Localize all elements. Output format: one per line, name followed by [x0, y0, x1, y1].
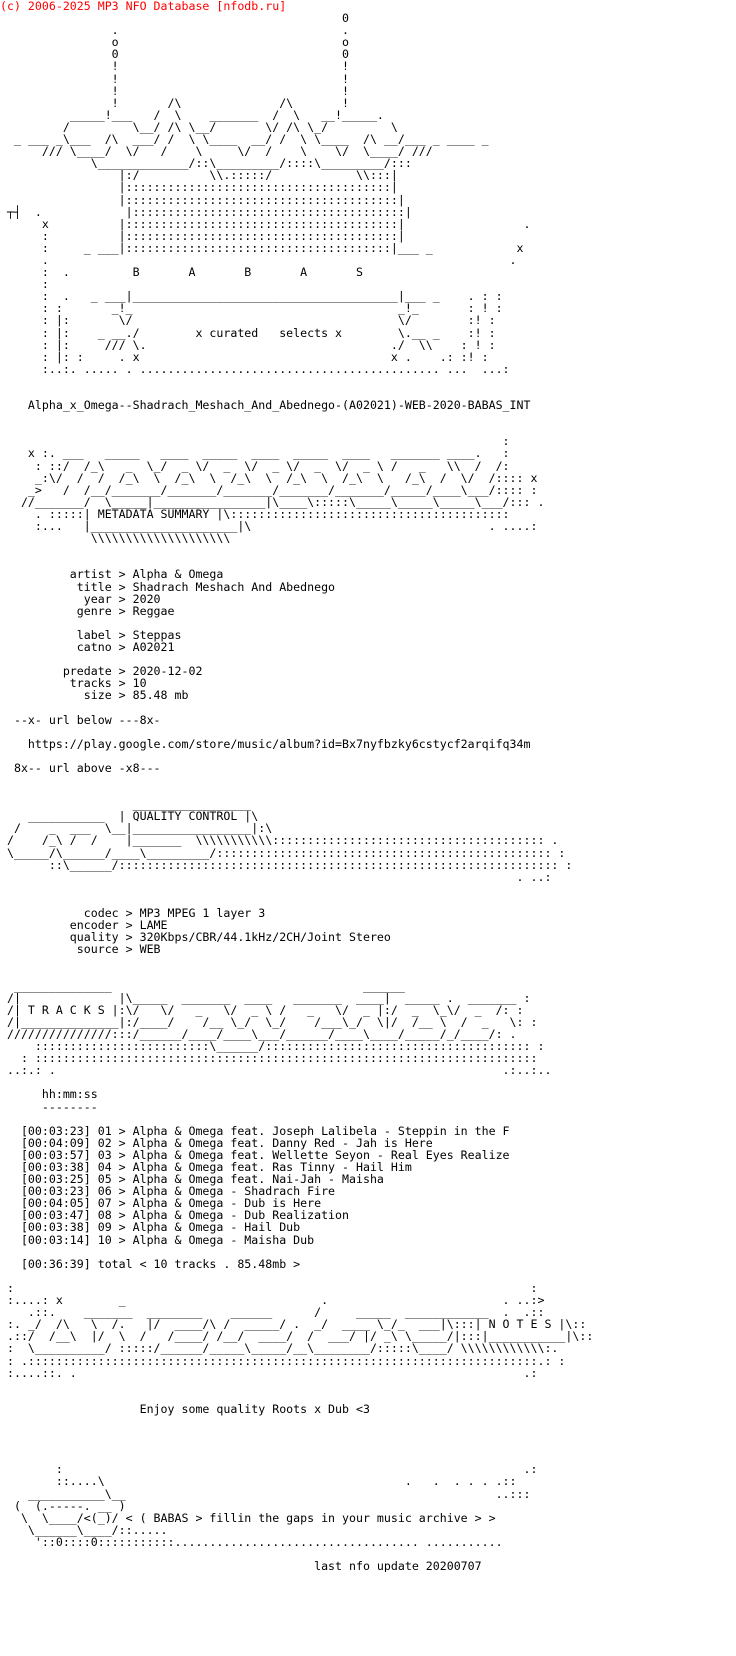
- nfo-line: /// \____/ \/ / \ \/ / \ \/ \____/ ///: [0, 144, 433, 159]
- nfo-line: _ ___ _\___ /\ ___/ / \ \____ __/ / \ \____ /\ __/___ _ ____ _: [0, 132, 489, 147]
- nfo-line: hh:mm:ss: [0, 1087, 98, 1102]
- nfo-line: [0, 1076, 736, 1088]
- nfo-line: :... |_____________________|\ . ....:: [0, 519, 538, 534]
- nfo-line: [0, 411, 736, 423]
- nfo-line: _> / /__/_______/_______/_______/_______/_______/_____/____\___/:::: :: [0, 482, 538, 497]
- nfo-line: title > Shadrach Meshach And Abednego: [0, 579, 336, 594]
- nfo-line: 0 0: [0, 47, 350, 62]
- nfo-line: artist > Alpha & Omega: [0, 567, 224, 582]
- nfo-line: :....::. . .:: [0, 1365, 538, 1380]
- nfo-line: [0, 544, 736, 556]
- nfo-line: ! /\ /\ !: [0, 95, 350, 110]
- nfo-line: 0: [0, 11, 350, 26]
- nfo-line: https://play.google.com/store/music/album?id=Bx7nyfbzky6cstycf2arqifq34m: [0, 736, 531, 751]
- nfo-line: [00:03:23] 06 > Alpha & Omega - Shadrach Fire: [0, 1184, 336, 1199]
- nfo-line: :..:. ..... . ........................................... ... ...:: [0, 361, 510, 376]
- nfo-line: _:\/ / / /_\ \ /_\ \ /_\ \ /_\ \ /_\ \ /_\ / \/ /:::: x: [0, 470, 538, 485]
- nfo-line: [00:36:39] total < 10 tracks . 85.48mb >: [0, 1256, 301, 1271]
- nfo-line: o o: [0, 35, 350, 50]
- copyright-header: (c) 2006-2025 MP3 NFO Database [nfodb.ru]: [0, 0, 287, 13]
- nfo-line: :: [0, 434, 510, 449]
- nfo-line: .::/ /__\ |/ \ / /____/ /__/ ____/ / ___/ |/ _\ \_____/|:::|___________|\::: [0, 1329, 594, 1344]
- nfo-line: \ \____/<(_)/ < ( BABAS > fillin the gaps in your music archive > >: [0, 1510, 496, 1525]
- nfo-line: ! !: [0, 59, 350, 74]
- nfo-line: source > WEB: [0, 942, 161, 957]
- nfo-line: : |: : . x x . .: :! :: [0, 349, 489, 364]
- nfo-line: ( (.-----. __ ): [0, 1498, 126, 1513]
- nfo-line: : .:::::::::::::::::::::::::::::::::::::::::::::::::::::::::::::::::::::::::.: :: [0, 1353, 566, 1368]
- nfo-line: / /_\ / / |_______ \\\\\\\\\\\::::::::::::::::::::::::::::::::::::::: .: [0, 833, 559, 848]
- nfo-line: tracks > 10: [0, 676, 147, 691]
- nfo-line: . :::::| METADATA SUMMARY |\::::::::::::::::::::::::::::::::::::::::: [0, 506, 510, 521]
- nfo-line: /| T R A C K S |:\/ \/ _ \/ _ \ / _ \/ _ |:/ _ \_\/ _ /: :: [0, 1002, 524, 1017]
- nfo-line: :. _/ /\ \ /. |/ ____/\ / _____/ . _/ ____ \_/_ ___|\:::| N O T E S |\::: [0, 1317, 587, 1332]
- nfo-line: codec > MP3 MPEG 1 layer 3: [0, 906, 266, 921]
- nfo-line: last nfo update 20200707: [0, 1559, 482, 1573]
- nfo-line: /| |\_____ _______ ____ _______ ____| _____ . _______ :: [0, 990, 531, 1005]
- nfo-line: [0, 955, 736, 967]
- nfo-line: |:::::::::::::::::::::::::::::::::::::::|: [0, 192, 405, 207]
- nfo-line: . ..:: [0, 869, 552, 884]
- nfo-line: x :. ___ _____ ____ _____ ____ _____ ____ _______ ____. :: [0, 446, 510, 461]
- nfo-line: : : _!_ _!_ : ! :: [0, 301, 503, 316]
- nfo-line: \\\\\\\\\\\\\\\\\\\\: [0, 531, 231, 546]
- nfo-line: [0, 375, 736, 387]
- nfo-line: ..:.: . .:..:..: [0, 1063, 552, 1078]
- nfo-line: [0, 968, 736, 980]
- nfo-line: ┬┤ . |:::::::::::::::::::::::::::::::::::::::|: [0, 204, 412, 219]
- nfo-line: ___________\__ ..:::: [0, 1486, 531, 1501]
- nfo-line: ___________ | QUALITY CONTROL |\: [0, 809, 259, 824]
- nfo-line: [0, 1427, 736, 1439]
- nfo-line: ::\______/::::::::::::::::::::::::::::::::::::::::::::::::::::::::::::::: :: [0, 857, 573, 872]
- nfo-line: \_____/\______/____\_________/:::::::::::::::::::::::::::::::::::::::::::::::: :: [0, 845, 566, 860]
- nfo-line: ///////////////:::/______/____/____\___/______/____\____/_____/_/____/: .: [0, 1026, 517, 1041]
- nfo-line: ______________ ______: [0, 978, 405, 993]
- nfo-line: _____!___ / \ _______ / \ __!_____.: [0, 107, 384, 122]
- nfo-line: ! !: [0, 83, 350, 98]
- nfo-line: [0, 1415, 736, 1427]
- nfo-line: [0, 1379, 736, 1391]
- nfo-line: . .: [0, 23, 350, 38]
- nfo-line: [00:03:23] 01 > Alpha & Omega feat. Joseph Lalibela - Steppin in the F: [0, 1123, 510, 1138]
- nfo-line: : :: [0, 1280, 538, 1295]
- nfo-line: encoder > LAME: [0, 918, 168, 933]
- nfo-line: quality > 320Kbps/CBR/44.1kHz/2CH/Joint Stereo: [0, 930, 391, 945]
- nfo-line: Enjoy some quality Roots x Dub <3: [0, 1401, 370, 1416]
- nfo-line: '::0::::0:::::::::::................................... ...........: [0, 1534, 503, 1549]
- nfo-line: : |: /// \. ./ \\ : ! :: [0, 337, 496, 352]
- nfo-line: Alpha_x_Omega--Shadrach_Meshach_And_Abednego-(A02021)-WEB-2020-BABAS_INT: [0, 398, 531, 413]
- nfo-line: [00:03:38] 09 > Alpha & Omega - Hail Dub: [0, 1220, 301, 1235]
- nfo-line: size > 85.48 mb: [0, 688, 189, 703]
- nfo-line: : . B A B A S: [0, 265, 363, 280]
- nfo-line: [0, 701, 736, 713]
- nfo-line: //_______/ \_____|________________|\____\:::::\_____\_____\_____\___/::: .: [0, 494, 545, 509]
- nfo-line: / \__/ /\ \__/ \/ /\ \_/ \: [0, 119, 398, 134]
- nfo-line: [0, 1246, 736, 1258]
- nfo-line: --------: [0, 1099, 98, 1114]
- nfo-line: : ::::::::::::::::::::::::::::::::::::::::::::::::::::::::::::::::::::::::: [0, 1051, 538, 1066]
- nfo-line: /|______________|:/____/ /__ \_/ \_/ /___\_/ \|/ /__ \ / _ \: :: [0, 1014, 538, 1029]
- nfo-line: : ::/ /_\ _ \_/ _ \/ _ \/ _ \/ _ \/ _ \ / _ \\ / /:: [0, 458, 510, 473]
- nfo-line: :: [0, 277, 49, 292]
- nfo-line: : _ ___|::::::::::::::::::::::::::::::::::::::|___ _ x: [0, 240, 524, 255]
- nfo-body: [0, 12, 736, 1572]
- nfo-line: x |:::::::::::::::::::::::::::::::::::::::| .: [0, 216, 531, 231]
- nfo-line: catno > A02021: [0, 639, 175, 654]
- nfo-line: ! !: [0, 71, 350, 86]
- nfo-line: : |: _ __./ x curated selects x \.__ _ :! :: [0, 325, 496, 340]
- nfo-line: genre > Reggae: [0, 603, 175, 618]
- nfo-line: [0, 1113, 736, 1125]
- nfo-line: [0, 774, 736, 786]
- nfo-line: .::. _______ ________ ______ / _____ ____________ . .::: [0, 1305, 545, 1320]
- nfo-line: ::....\ . . . . . .::: [0, 1474, 517, 1489]
- nfo-line: \_____________/::\_________/::::\_________/:::: [0, 156, 412, 171]
- nfo-line: [00:04:09] 02 > Alpha & Omega feat. Danny Red - Jah is Here: [0, 1135, 433, 1150]
- nfo-line: : . _ ___|______________________________________|___ _ . : :: [0, 289, 503, 304]
- nfo-line: [00:03:47] 08 > Alpha & Omega - Dub Realization: [0, 1208, 350, 1223]
- nfo-line: :....: x _ . . ..:>: [0, 1293, 545, 1308]
- nfo-line: [00:03:57] 03 > Alpha & Omega feat. Wellette Seyon - Real Eyes Realize: [0, 1147, 510, 1162]
- nfo-line: |:/ \\.:::::/ \\:::|: [0, 168, 398, 183]
- nfo-line: : \__________/ :::::/______/_____\_____/__\________/:::::\____/ \\\\\\\\\\\\:.: [0, 1341, 559, 1356]
- nfo-line: :::::::::::::::::::::::::\______/:::::::::::::::::::::::::::::::::::::: :: [0, 1039, 545, 1054]
- nfo-line: year > 2020: [0, 591, 161, 606]
- nfo-line: |::::::::::::::::::::::::::::::::::::::|: [0, 180, 398, 195]
- nfo-line: [00:03:25] 05 > Alpha & Omega feat. Nai-Jah - Maisha: [0, 1172, 384, 1187]
- nfo-line: [00:03:38] 04 > Alpha & Omega feat. Ras Tinny - Hail Him: [0, 1160, 412, 1174]
- nfo-line: \______\____/::.....: [0, 1522, 168, 1537]
- nfo-line: : |: \/ \/ :! :: [0, 313, 496, 328]
- nfo-line: predate > 2020-12-02: [0, 664, 203, 679]
- nfo-line: --x- url below ---8x-: [0, 712, 161, 727]
- nfo-line: label > Steppas: [0, 627, 182, 642]
- nfo-line: 8x-- url above -x8---: [0, 760, 161, 775]
- nfo-line: [0, 726, 736, 738]
- nfo-line: : .:: [0, 1462, 538, 1477]
- nfo-line: [00:03:14] 10 > Alpha & Omega - Maisha Dub: [0, 1232, 315, 1247]
- nfo-line: [00:04:05] 07 > Alpha & Omega - Dub is Here: [0, 1196, 322, 1211]
- nfo-line: . .: [0, 252, 517, 267]
- nfo-line: [0, 883, 736, 895]
- nfo-line: _________________: [0, 797, 252, 812]
- nfo-line: [0, 1439, 736, 1451]
- nfo-line: : |:::::::::::::::::::::::::::::::::::::::|: [0, 228, 405, 243]
- nfo-line: / _ ___ \__|_________________|:\: [0, 821, 273, 836]
